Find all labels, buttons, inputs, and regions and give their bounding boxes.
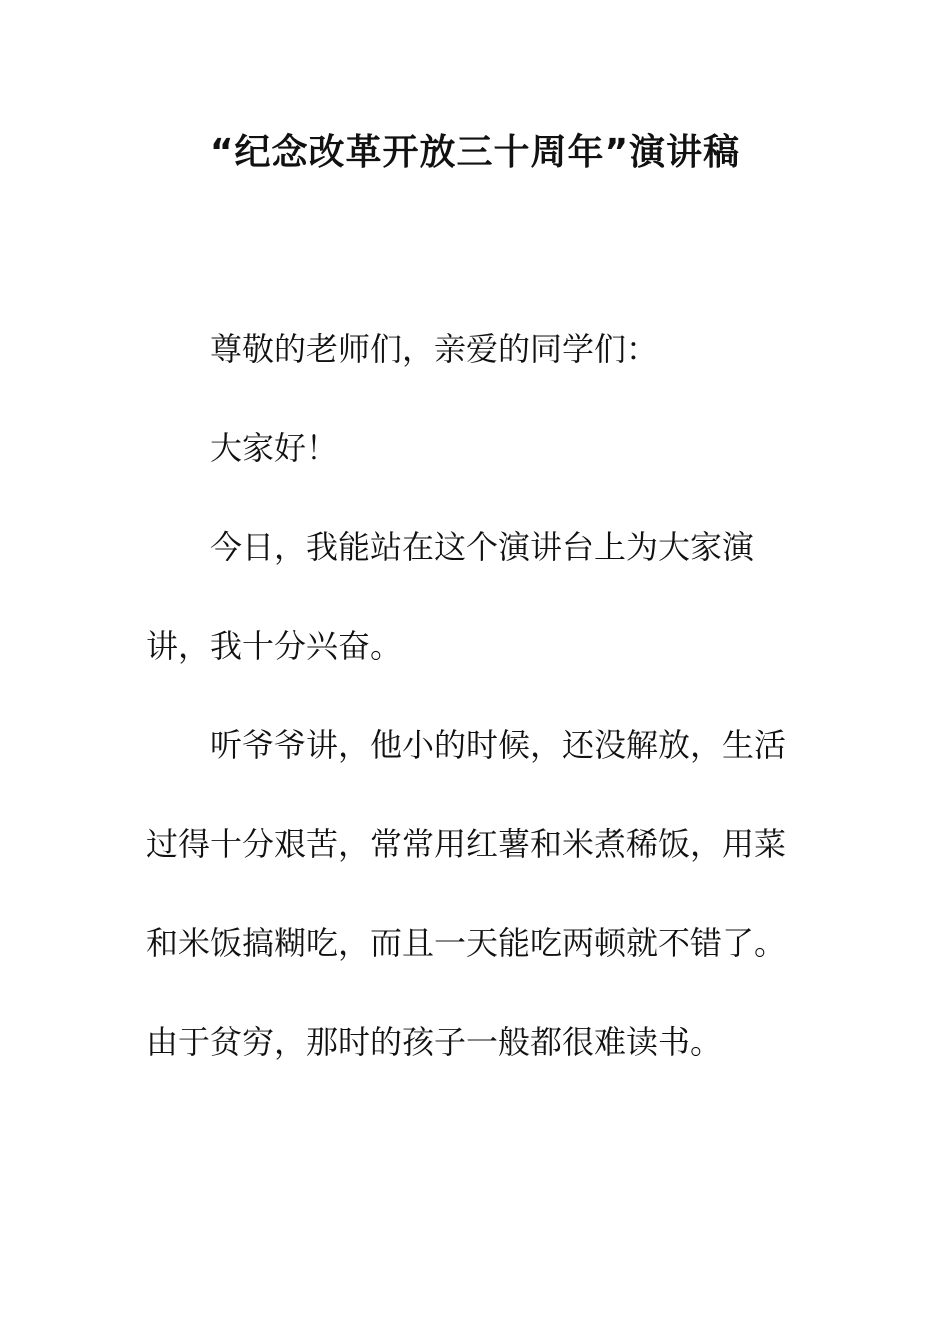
paragraph-greeting: 大家好！ [210, 429, 339, 467]
paragraph-salutation: 尊敬的老师们，亲爱的同学们： [210, 330, 659, 368]
paragraph-story: 听爷爷讲，他小的时候，还没解放，生活过得十分艰苦，常常用红薯和米煮稀饭，用菜和米饭搞糊吃，而且一天能吃两顿就不错了。由于贫穷，那时的孩子一般都很难读书。 [146, 726, 787, 1061]
paragraph-intro: 今日，我能站在这个演讲台上为大家演讲，我十分兴奋。 [146, 528, 755, 665]
document-body [146, 300, 786, 1092]
document-title: “纪念改革开放三十周年”演讲稿 [209, 132, 741, 173]
